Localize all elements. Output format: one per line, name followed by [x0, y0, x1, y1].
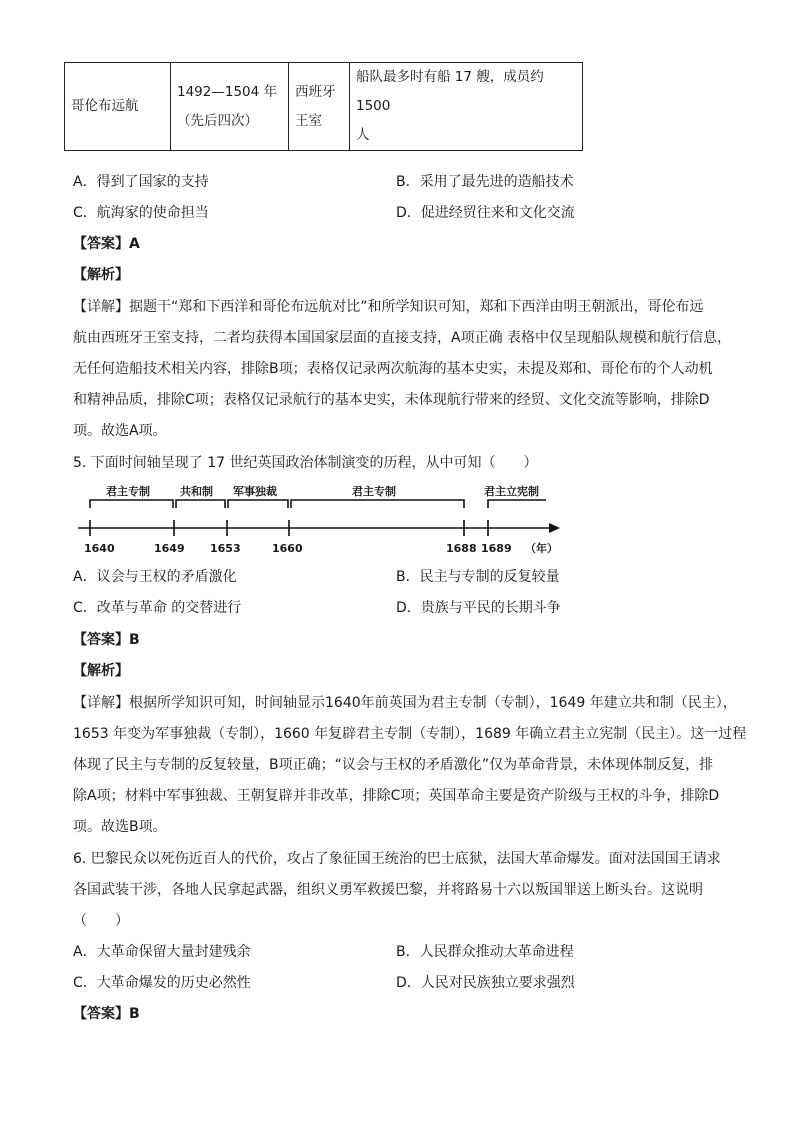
q5-answer: 【答案】B	[73, 632, 140, 648]
timeline-year: 1640	[84, 542, 115, 555]
timeline-brace	[488, 500, 546, 508]
q5-option-a: A．议会与王权的矛盾激化	[73, 569, 237, 585]
q4-option-a: A．得到了国家的支持	[73, 174, 209, 190]
q6-option-d: D．人民对民族独立要求强烈	[396, 975, 575, 991]
q6-option-a: A．大革命保留大量封建残余	[73, 944, 251, 960]
q4-option-d: D．促进经贸往来和文化交流	[396, 205, 575, 221]
q6-stem-line: 6. 巴黎民众以死伤近百人的代价，攻占了象征国王统治的巴士底狱，法国大革命爆发。面对法国国王请求	[73, 851, 721, 867]
timeline-period-label: 君主专制	[352, 485, 396, 498]
table-cell-sponsor	[289, 63, 350, 151]
q5-analysis-label: 【解析】	[73, 663, 129, 679]
detail-line-2: 人	[356, 127, 370, 143]
q6-answer: 【答案】B	[73, 1006, 140, 1022]
timeline-brace	[176, 500, 225, 508]
q6-option-c: C．大革命爆发的历史必然性	[73, 975, 251, 991]
timeline-period-label: 军事独裁	[233, 485, 277, 498]
timeline-year: 1653	[210, 542, 241, 555]
q4-detail-line: 项。故选A项。	[73, 423, 167, 439]
q4-option-b: B．采用了最先进的造船技术	[396, 174, 574, 190]
q6-stem-line: 各国武装干涉，各地人民拿起武器，组织义勇军救援巴黎，并将路易十六以叛国罪送上断头台。这说明	[73, 882, 703, 898]
q5-option-d: D．贵族与平民的长期斗争	[396, 600, 561, 616]
sponsor-line-1: 西班牙	[295, 83, 336, 100]
timeline-period-label: 君主立宪制	[484, 485, 539, 498]
detail-line-1: 船队最多时有船 17 艘，成员约 1500	[356, 69, 544, 114]
q4-detail-line: 航由西班牙王室支持，二者均获得本国国家层面的直接支持，A项正确 表格中仅呈现船队规模和航行信息，	[73, 330, 732, 346]
timeline-year: 1689	[481, 542, 512, 555]
q4-option-c: C．航海家的使命担当	[73, 205, 209, 221]
q5-detail-line: 体现了民主与专制的反复较量，B项正确；“议会与王权的矛盾激化”仅为革命背景，未体现体制反复，排	[73, 757, 714, 773]
years-line-2: （先后四次）	[177, 112, 258, 129]
q4-analysis-label: 【解析】	[73, 267, 129, 283]
q5-option-c: C．改革与革命 的交替进行	[73, 600, 242, 616]
timeline-brace	[90, 500, 173, 508]
q4-detail-line: 【详解】据题干“郑和下西洋和哥伦布远航对比”和所学知识可知，郑和下西洋由明王朝派出，哥伦布远	[73, 299, 704, 315]
q5-detail-line: 除A项；材料中军事独裁、王朝复辟并非改革，排除C项；英国革命主要是资产阶级与王权的斗争，排除D	[73, 788, 720, 804]
timeline-arrow	[549, 523, 560, 533]
timeline-year: 1649	[154, 542, 185, 555]
sponsor-line-2: 王室	[295, 112, 322, 129]
timeline-brace	[291, 500, 464, 508]
q4-detail-line: 和精神品质，排除C项；表格仅记录航行的基本史实，未体现航行带来的经贸、文化交流等影响，排除D	[73, 392, 710, 408]
timeline-period-label: 君主专制	[106, 485, 150, 498]
table-row	[65, 63, 583, 151]
table-cell-name: 哥伦布远航	[65, 63, 171, 151]
q6-option-b: B．人民群众推动大革命进程	[396, 944, 574, 960]
q4-answer: 【答案】A	[73, 236, 140, 252]
timeline-year: 1688	[446, 542, 477, 555]
q5-detail-line: 项。故选B项。	[73, 819, 167, 835]
q6-stem-line: （ ）	[73, 913, 129, 929]
years-line-1: 1492—1504 年	[177, 83, 278, 100]
table-cell-years	[171, 63, 289, 151]
q5-option-b: B．民主与专制的反复较量	[396, 569, 560, 585]
comparison-table	[64, 62, 583, 151]
q5-detail-line: 【详解】根据所学知识可知，时间轴显示1640年前英国为君主专制（专制），1649 年建立共和制（民主），	[73, 695, 737, 711]
timeline-year: 1660	[272, 542, 303, 555]
q5-detail-line: 1653 年变为军事独裁（专制），1660 年复辟君主专制（专制），1689 年确立君主立宪制（民主）。这一过程	[73, 726, 747, 742]
q4-detail-line: 无任何造船技术相关内容，排除B项；表格仅记录两次航海的基本史实，未提及郑和、哥伦布的个人动机	[73, 361, 713, 377]
table-cell-detail	[350, 63, 583, 151]
q5-stem: 5. 下面时间轴呈现了 17 世纪英国政治体制演变的历程，从中可知（ ）	[73, 455, 538, 471]
timeline	[70, 478, 570, 563]
timeline-period-label: 共和制	[180, 485, 213, 498]
timeline-unit: （年）	[525, 542, 558, 555]
timeline-brace	[228, 500, 288, 508]
